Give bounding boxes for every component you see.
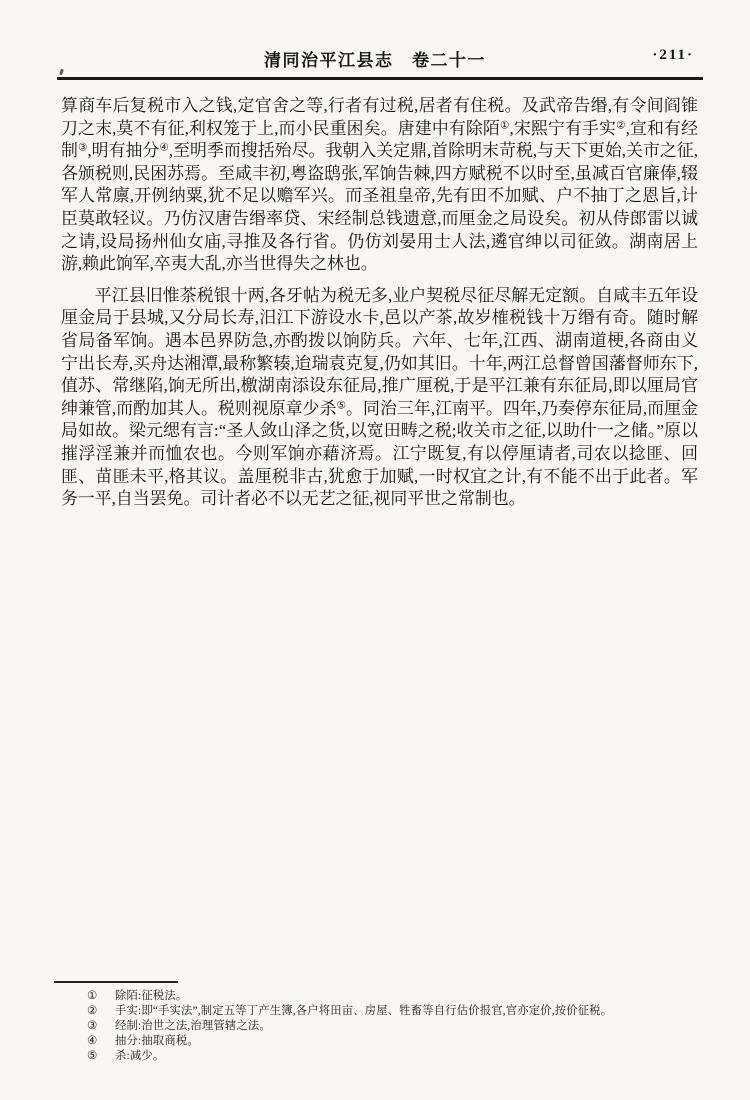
footnote-text: 除陌:征税法。 — [115, 990, 188, 1002]
paragraph-2: 平江县旧惟茶税银十两,各牙帖为税无多,业户契税尽征尽解无定额。自咸丰五年设厘金局于县城,又分局长寿,汨江下游设水卡,邑以产茶,故岁榷税钱十万缗有奇。随时解省局备军饷。遇本邑界防急,亦酌拨以饷防兵。六年、七年,江西、湖南道梗,各商由义宁出长寿,买舟达湘潭,最称繁辏,迨瑞袁克复,仍如其旧。十年,两江总督曾国藩督师东下,值苏、常继陷,饷无所出,檄湖南添设东征局,推广厘税,于是平江兼有东征局,即以厘局官绅兼管,而酌加其人。税则视原章少杀⑤。同治三年,江南平。四年,乃奏停东征局,而厘金局如故。梁元缌有言:“圣人敛山泽之货,以宽田畴之税;收关市之征,以助什一之储。”原以摧浮淫兼并而恤农也。今则军饷亦藉济焉。江宁既复,有以停厘请者,司农以捻匪、回匪、苗匪未平,格其议。盖厘税非古,犹愈于加赋,一时权宜之计,有不能不出于此者。军务一平,自当罢免。司计者必不以无艺之征,视同平世之常制也。 — [61, 285, 698, 509]
footnote-item — [87, 1049, 687, 1064]
footnote-item — [87, 1034, 687, 1049]
footnote-marker: ① — [87, 990, 98, 1002]
footnote-item — [87, 1004, 687, 1019]
body-text — [61, 95, 698, 511]
footnote-reference: ③ — [77, 142, 88, 154]
footnote-reference: ⑤ — [336, 399, 347, 411]
footnote-reference: ② — [616, 119, 626, 131]
footnote-marker: ② — [87, 1005, 98, 1017]
header-rule — [57, 77, 703, 80]
footnote-item — [87, 1019, 687, 1034]
footnote-text: 抽分:抽取商税。 — [115, 1035, 199, 1047]
page-header — [0, 46, 750, 72]
page-number: ·211· — [652, 47, 694, 63]
footnote-marker: ⑤ — [87, 1050, 98, 1062]
footnote-item — [87, 989, 687, 1004]
footnote-reference: ④ — [159, 142, 169, 154]
footnote-marker: ③ — [87, 1020, 98, 1032]
footnote-text: 手实:即“手实法”,制定五等丁产生簿,各户将田亩、房屋、牲畜等自行估价报官,官亦定价,按价征税。 — [115, 1005, 613, 1017]
scan-artifact — [59, 69, 64, 76]
footnote-text: 经制:治世之法,治理管辖之法。 — [115, 1020, 271, 1032]
book-title: 清同治平江县志 卷二十一 — [264, 51, 486, 70]
paragraph-1: 算商车后复税市入之钱,定官舍之等,行者有过税,居者有住税。及武帝告缗,有令间阎锥刀之末,莫不有征,利权笼于上,而小民重困矣。唐建中有除陌①,宋熙宁有手实②,宣和有经制③,明有抽分④,至明季而搜括殆尽。我朝入关定鼎,首除明末苛税,与天下更始,关市之征,各颁税则,民困苏焉。至咸丰初,粤盗鸱张,军饷告棘,四方赋税不以时至,虽减百官廉俸,辍军人常廪,开例纳粟,犹不足以赡军兴。而圣祖皇帝,先有田不加赋、户不抽丁之恩旨,计臣莫敢轻议。乃仿汉唐告缗率贷、宋经制总钱遗意,而厘金之局设矣。初从侍郎雷以诚之请,设局扬州仙女庙,寻推及各行省。仍仿刘晏用士人法,遴官绅以司征敛。湖南居上游,赖此饷军,卒夷大乱,亦当世得失之林也。 — [61, 96, 699, 274]
footnote-reference: ① — [499, 119, 510, 131]
footnotes — [87, 989, 687, 1064]
footnote-separator — [54, 981, 178, 983]
footnote-text: 杀:减少。 — [115, 1050, 165, 1062]
footnote-marker: ④ — [87, 1035, 98, 1047]
